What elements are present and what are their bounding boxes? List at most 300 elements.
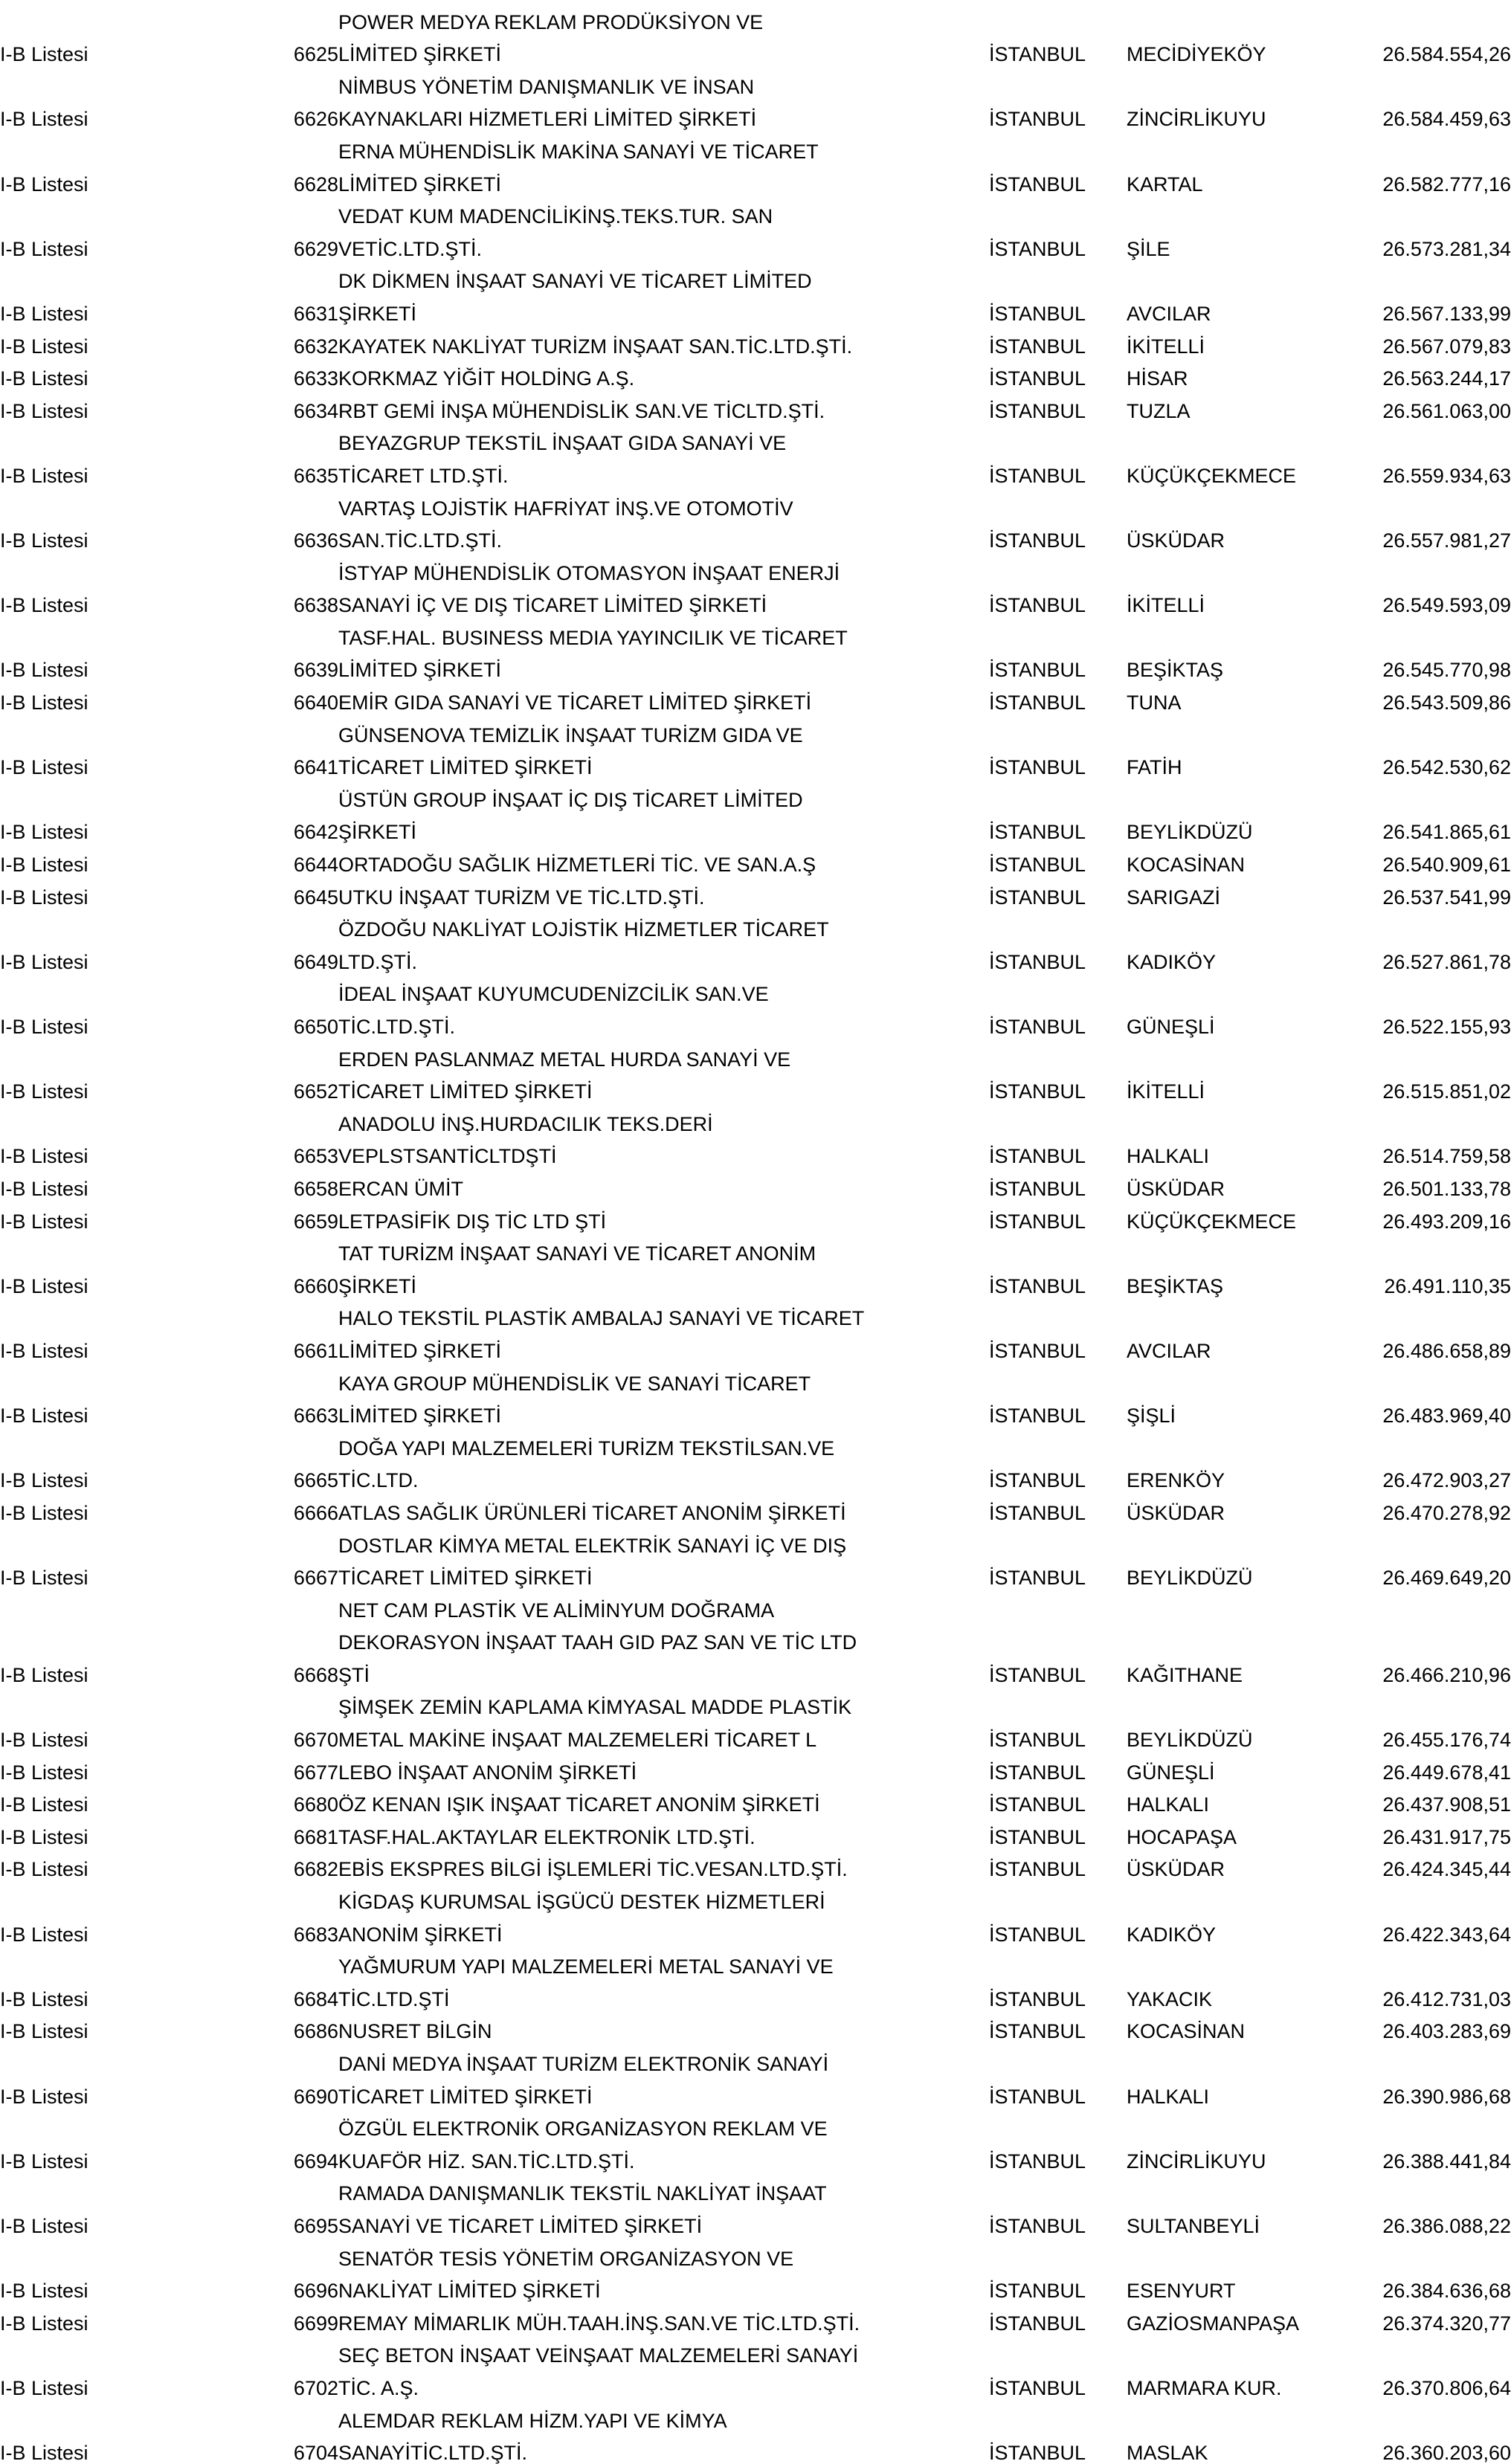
cell-office	[1127, 2236, 1372, 2269]
cell-no: 6704	[293, 2442, 338, 2464]
cell-list	[0, 1945, 260, 1978]
table-row	[0, 519, 1511, 552]
cell-name: NUSRET BİLGİN	[338, 2020, 492, 2043]
cell-no: 6677	[293, 1761, 338, 1784]
cell-amount	[1372, 1588, 1511, 1621]
cell-no: 6660	[293, 1274, 338, 1297]
cell-list	[0, 2399, 260, 2431]
cell-office: GÜNEŞLİ	[1127, 1761, 1215, 1784]
cell-amount: 26.501.133,78	[1382, 1177, 1511, 1200]
cell-name: ÖZ KENAN IŞIK İNŞAAT TİCARET ANONİM ŞİRKETİ	[338, 1793, 820, 1816]
table-row	[0, 1556, 1511, 1589]
cell-office	[1127, 551, 1372, 584]
cell-list	[0, 1686, 260, 1718]
cell-no: 6667	[293, 1567, 338, 1590]
cell-list	[0, 65, 260, 97]
cell-amount	[1372, 2334, 1511, 2367]
cell-name: LİMİTED ŞİRKETİ	[338, 1339, 502, 1362]
cell-amount: 26.424.345,44	[1382, 1858, 1511, 1881]
table-row	[0, 810, 1511, 843]
cell-name-wrap: ÜSTÜN GROUP İNŞAAT İÇ DIŞ TİCARET LİMİTED	[338, 788, 803, 811]
cell-no	[260, 778, 338, 810]
cell-name-wrap: ÖZGÜL ELEKTRONİK ORGANİZASYON REKLAM VE	[338, 2118, 828, 2141]
table-row	[0, 2139, 1511, 2172]
cell-name-wrap: İDEAL İNŞAAT KUYUMCUDENİZCİLİK SAN.VE	[338, 983, 769, 1006]
cell-list: I-B Listesi	[0, 1825, 88, 1848]
cell-amount: 26.545.770,98	[1382, 659, 1511, 682]
cell-no	[260, 616, 338, 648]
table-row	[0, 2301, 1511, 2334]
cell-name: LİMİTED ŞİRKETİ	[338, 43, 502, 66]
cell-city: İSTANBUL	[989, 172, 1086, 196]
cell-list: I-B Listesi	[0, 1145, 88, 1168]
cell-office	[1127, 0, 1372, 33]
table-row	[0, 1977, 1511, 2010]
cell-name: EBİS EKSPRES BİLGİ İŞLEMLERİ TİC.VESAN.LTD.ŞTİ.	[338, 1858, 848, 1881]
cell-office: KOCASİNAN	[1127, 854, 1246, 877]
cell-name: KAYNAKLARI HİZMETLERİ LİMİTED ŞİRKETİ	[338, 108, 757, 131]
cell-city	[989, 973, 1127, 1005]
cell-no: 6658	[293, 1177, 338, 1200]
table-row	[0, 162, 1511, 195]
cell-no: 6702	[293, 2376, 338, 2399]
cell-no: 6694	[293, 2149, 338, 2173]
cell-list: I-B Listesi	[0, 1339, 88, 1362]
cell-city: İSTANBUL	[989, 1858, 1086, 1881]
cell-city: İSTANBUL	[989, 1145, 1086, 1168]
cell-amount	[1372, 778, 1511, 810]
cell-office: ÜSKÜDAR	[1127, 529, 1225, 552]
cell-amount: 26.537.541,99	[1382, 886, 1511, 909]
cell-amount: 26.522.155,93	[1382, 1016, 1511, 1038]
cell-city: İSTANBUL	[989, 1729, 1086, 1752]
table-row-wrap	[0, 1102, 1511, 1135]
cell-city	[989, 778, 1127, 810]
cell-amount: 26.470.278,92	[1382, 1501, 1511, 1524]
cell-city: İSTANBUL	[989, 2376, 1086, 2399]
cell-office: MASLAK	[1127, 2442, 1208, 2464]
cell-name: UTKU İNŞAAT TURİZM VE TİC.LTD.ŞTİ.	[338, 886, 705, 909]
cell-amount	[1372, 2042, 1511, 2074]
cell-no: 6653	[293, 1145, 338, 1168]
cell-amount: 26.582.777,16	[1382, 172, 1511, 196]
cell-city: İSTANBUL	[989, 1761, 1086, 1784]
cell-amount	[1372, 1361, 1511, 1394]
cell-city: İSTANBUL	[989, 821, 1086, 844]
table-row-wrap	[0, 778, 1511, 810]
cell-office: HALKALI	[1127, 1793, 1210, 1816]
cell-name: KORKMAZ YİĞİT HOLDİNG A.Ş.	[338, 367, 635, 390]
cell-no: 6665	[293, 1469, 338, 1492]
table-row-wrap	[0, 486, 1511, 519]
cell-list: I-B Listesi	[0, 1469, 88, 1492]
cell-no	[260, 259, 338, 292]
cell-name: LİMİTED ŞİRKETİ	[338, 659, 502, 682]
cell-amount: 26.431.917,75	[1382, 1825, 1511, 1848]
cell-name-wrap: ŞİMŞEK ZEMİN KAPLAMA KİMYASAL MADDE PLASTİK	[338, 1696, 852, 1719]
cell-name: ATLAS SAĞLIK ÜRÜNLERİ TİCARET ANONİM ŞİRKETİ	[338, 1501, 846, 1524]
cell-office	[1127, 778, 1372, 810]
cell-office	[1127, 1880, 1372, 1912]
table-row	[0, 324, 1511, 357]
cell-amount	[1372, 1297, 1511, 1329]
table-row-wrap	[0, 1232, 1511, 1265]
table-row-wrap	[0, 2236, 1511, 2269]
cell-list	[0, 551, 260, 584]
cell-office	[1127, 1686, 1372, 1718]
table-row	[0, 454, 1511, 486]
cell-office: GAZİOSMANPAŞA	[1127, 2312, 1300, 2335]
cell-name: TİC.LTD.	[338, 1469, 419, 1492]
cell-office: ÜSKÜDAR	[1127, 1177, 1225, 1200]
cell-no: 6645	[293, 886, 338, 909]
cell-office	[1127, 1232, 1372, 1265]
cell-list	[0, 1102, 260, 1135]
cell-office: BEŞİKTAŞ	[1127, 1274, 1224, 1297]
table-row	[0, 1264, 1511, 1297]
cell-city	[989, 616, 1127, 648]
table-row-wrap	[0, 1945, 1511, 1978]
cell-office	[1127, 1297, 1372, 1329]
cell-amount	[1372, 1037, 1511, 1070]
cell-list	[0, 1621, 260, 1654]
cell-city: İSTANBUL	[989, 302, 1086, 325]
cell-amount	[1372, 2172, 1511, 2205]
cell-name-wrap: TASF.HAL. BUSINESS MEDIA YAYINCILIK VE TİCARET	[338, 626, 848, 649]
cell-city	[989, 908, 1127, 941]
cell-amount: 26.543.509,86	[1382, 691, 1511, 715]
cell-list	[0, 1037, 260, 1070]
cell-city	[989, 1880, 1127, 1912]
cell-name-wrap: BEYAZGRUP TEKSTİL İNŞAAT GIDA SANAYİ VE	[338, 432, 787, 455]
cell-city: İSTANBUL	[989, 1404, 1086, 1428]
cell-city: İSTANBUL	[989, 1274, 1086, 1297]
cell-name-wrap: RAMADA DANIŞMANLIK TEKSTİL NAKLİYAT İNŞAAT	[338, 2182, 827, 2205]
cell-amount	[1372, 908, 1511, 941]
cell-office: MECİDİYEKÖY	[1127, 43, 1266, 66]
cell-name: NAKLİYAT LİMİTED ŞİRKETİ	[338, 2280, 601, 2303]
cell-office: ÜSKÜDAR	[1127, 1501, 1225, 1524]
cell-amount: 26.370.806,64	[1382, 2376, 1511, 2399]
cell-name-wrap: ERNA MÜHENDİSLİK MAKİNA SANAYİ VE TİCARET	[338, 140, 819, 163]
table-row	[0, 2431, 1511, 2464]
table-row-wrap	[0, 1621, 1511, 1654]
cell-list	[0, 908, 260, 941]
cell-name-wrap: KİGDAŞ KURUMSAL İŞGÜCÜ DESTEK HİZMETLERİ	[338, 1891, 825, 1914]
table-row	[0, 1848, 1511, 1880]
cell-city: İSTANBUL	[989, 1469, 1086, 1492]
table-row	[0, 1718, 1511, 1750]
cell-city	[989, 2107, 1127, 2140]
cell-no	[260, 1361, 338, 1394]
table-row	[0, 1653, 1511, 1686]
cell-no	[260, 713, 338, 746]
cell-office: ESENYURT	[1127, 2280, 1236, 2303]
cell-city: İSTANBUL	[989, 756, 1086, 779]
cell-office: SULTANBEYLİ	[1127, 2214, 1260, 2237]
table-row-wrap	[0, 2172, 1511, 2205]
cell-office	[1127, 1102, 1372, 1135]
cell-list: I-B Listesi	[0, 464, 88, 487]
cell-no	[260, 908, 338, 941]
cell-list	[0, 422, 260, 454]
cell-list	[0, 1880, 260, 1912]
cell-no: 6644	[293, 854, 338, 877]
cell-amount: 26.567.079,83	[1382, 335, 1511, 358]
cell-city: İSTANBUL	[989, 529, 1086, 552]
cell-amount: 26.542.530,62	[1382, 756, 1511, 779]
cell-city: İSTANBUL	[989, 1501, 1086, 1524]
cell-office: İKİTELLİ	[1127, 1080, 1205, 1103]
cell-list	[0, 2172, 260, 2205]
cell-city: İSTANBUL	[989, 399, 1086, 422]
cell-list	[0, 616, 260, 648]
cell-office	[1127, 2334, 1372, 2367]
cell-office: KOCASİNAN	[1127, 2020, 1246, 2043]
cell-city	[989, 195, 1127, 228]
cell-city	[989, 2334, 1127, 2367]
cell-city	[989, 486, 1127, 519]
cell-list: I-B Listesi	[0, 2149, 88, 2173]
cell-office	[1127, 2107, 1372, 2140]
cell-amount: 26.412.731,03	[1382, 1987, 1511, 2010]
cell-amount: 26.557.981,27	[1382, 529, 1511, 552]
cell-list: I-B Listesi	[0, 950, 88, 973]
table-row	[0, 2204, 1511, 2236]
cell-no: 6628	[293, 172, 338, 196]
cell-no: 6690	[293, 2085, 338, 2108]
cell-name-wrap: KAYA GROUP MÜHENDİSLİK VE SANAYİ TİCARET	[338, 1372, 811, 1395]
cell-name: VEPLSTSANTİCLTDŞTİ	[338, 1145, 557, 1168]
cell-list	[0, 259, 260, 292]
cell-no: 6650	[293, 1016, 338, 1038]
cell-city: İSTANBUL	[989, 2442, 1086, 2464]
cell-city	[989, 713, 1127, 746]
cell-city: İSTANBUL	[989, 691, 1086, 715]
cell-name-wrap: ANADOLU İNŞ.HURDACILIK TEKS.DERİ	[338, 1112, 713, 1135]
cell-amount: 26.403.283,69	[1382, 2020, 1511, 2043]
cell-name-wrap: HALO TEKSTİL PLASTİK AMBALAJ SANAYİ VE TİCARET	[338, 1307, 865, 1330]
cell-list: I-B Listesi	[0, 2214, 88, 2237]
table-row	[0, 357, 1511, 390]
cell-list: I-B Listesi	[0, 529, 88, 552]
cell-name: TİCARET LTD.ŞTİ.	[338, 464, 509, 487]
table-row-wrap	[0, 129, 1511, 162]
cell-city	[989, 1621, 1127, 1654]
cell-city: İSTANBUL	[989, 1177, 1086, 1200]
cell-list: I-B Listesi	[0, 2020, 88, 2043]
table-row	[0, 1004, 1511, 1037]
cell-city: İSTANBUL	[989, 2020, 1086, 2043]
cell-name: SANAYİ İÇ VE DIŞ TİCARET LİMİTED ŞİRKETİ	[338, 594, 767, 617]
cell-no: 6696	[293, 2280, 338, 2303]
cell-amount: 26.561.063,00	[1382, 399, 1511, 422]
cell-office: HALKALI	[1127, 1145, 1210, 1168]
cell-amount	[1372, 1621, 1511, 1654]
cell-city: İSTANBUL	[989, 659, 1086, 682]
cell-list: I-B Listesi	[0, 659, 88, 682]
cell-amount: 26.486.658,89	[1382, 1339, 1511, 1362]
table-row-wrap	[0, 1686, 1511, 1718]
cell-list: I-B Listesi	[0, 2280, 88, 2303]
cell-office: GÜNEŞLİ	[1127, 1016, 1215, 1038]
cell-name: TASF.HAL.AKTAYLAR ELEKTRONİK LTD.ŞTİ.	[338, 1825, 756, 1848]
cell-amount	[1372, 1232, 1511, 1265]
cell-list: I-B Listesi	[0, 108, 88, 131]
cell-office	[1127, 1426, 1372, 1459]
table-row-wrap	[0, 1880, 1511, 1912]
cell-amount: 26.540.909,61	[1382, 854, 1511, 877]
cell-list: I-B Listesi	[0, 1793, 88, 1816]
cell-name-wrap: VARTAŞ LOJİSTİK HAFRİYAT İNŞ.VE OTOMOTİV	[338, 497, 793, 520]
cell-no: 6639	[293, 659, 338, 682]
cell-amount: 26.374.320,77	[1382, 2312, 1511, 2335]
cell-city: İSTANBUL	[989, 1987, 1086, 2010]
cell-city: İSTANBUL	[989, 43, 1086, 66]
cell-no	[260, 2236, 338, 2269]
cell-list	[0, 1588, 260, 1621]
cell-no: 6649	[293, 950, 338, 973]
table-row	[0, 1491, 1511, 1523]
cell-office	[1127, 1621, 1372, 1654]
table-row-wrap	[0, 2399, 1511, 2431]
cell-office: KADIKÖY	[1127, 950, 1217, 973]
table-row	[0, 389, 1511, 422]
cell-city	[989, 422, 1127, 454]
cell-amount: 26.472.903,27	[1382, 1469, 1511, 1492]
table-row	[0, 1070, 1511, 1103]
cell-name-wrap: DOĞA YAPI MALZEMELERİ TURİZM TEKSTİLSAN.VE	[338, 1436, 835, 1460]
cell-list	[0, 129, 260, 162]
cell-list: I-B Listesi	[0, 302, 88, 325]
cell-name-wrap: ÖZDOĞU NAKLİYAT LOJİSTİK HİZMETLER TİCARET	[338, 918, 829, 941]
cell-office	[1127, 259, 1372, 292]
table-row	[0, 1394, 1511, 1427]
cell-no: 6642	[293, 821, 338, 844]
cell-list: I-B Listesi	[0, 2442, 88, 2464]
cell-office: HALKALI	[1127, 2085, 1210, 2108]
cell-city	[989, 1945, 1127, 1978]
cell-office: İKİTELLİ	[1127, 335, 1205, 358]
cell-no	[260, 1945, 338, 1978]
cell-list: I-B Listesi	[0, 1404, 88, 1428]
cell-office	[1127, 2399, 1372, 2431]
cell-amount	[1372, 1880, 1511, 1912]
cell-amount	[1372, 1945, 1511, 1978]
table-row	[0, 1459, 1511, 1491]
table-row	[0, 648, 1511, 681]
table-row	[0, 97, 1511, 130]
cell-no	[260, 1426, 338, 1459]
cell-name-wrap: VEDAT KUM MADENCİLİKİNŞ.TEKS.TUR. SAN	[338, 205, 773, 228]
cell-list	[0, 713, 260, 746]
cell-amount: 26.422.343,64	[1382, 1923, 1511, 1946]
cell-name-wrap: NİMBUS YÖNETİM DANIŞMANLIK VE İNSAN	[338, 75, 755, 98]
cell-name: SAN.TİC.LTD.ŞTİ.	[338, 529, 503, 552]
cell-list: I-B Listesi	[0, 1177, 88, 1200]
cell-office: BEYLİKDÜZÜ	[1127, 1729, 1253, 1752]
cell-list: I-B Listesi	[0, 399, 88, 422]
cell-office: TUZLA	[1127, 399, 1191, 422]
cell-name: KUAFÖR HİZ. SAN.TİC.LTD.ŞTİ.	[338, 2149, 635, 2173]
cell-name: ŞİRKETİ	[338, 302, 417, 325]
cell-no	[260, 551, 338, 584]
cell-no: 6636	[293, 529, 338, 552]
cell-name-wrap: SEÇ BETON İNŞAAT VEİNŞAAT MALZEMELERİ SANAYİ	[338, 2344, 859, 2367]
cell-list	[0, 1297, 260, 1329]
cell-amount: 26.437.908,51	[1382, 1793, 1511, 1816]
cell-no	[260, 422, 338, 454]
cell-city	[989, 1232, 1127, 1265]
cell-city	[989, 259, 1127, 292]
cell-city: İSTANBUL	[989, 2214, 1086, 2237]
cell-name-wrap: DK DİKMEN İNŞAAT SANAYİ VE TİCARET LİMİTED	[338, 270, 812, 293]
cell-office: ZİNCİRLİKUYU	[1127, 2149, 1266, 2173]
cell-list: I-B Listesi	[0, 1923, 88, 1946]
cell-list: I-B Listesi	[0, 821, 88, 844]
cell-city: İSTANBUL	[989, 464, 1086, 487]
table-row	[0, 875, 1511, 908]
cell-amount: 26.388.441,84	[1382, 2149, 1511, 2173]
table-row-wrap	[0, 2334, 1511, 2367]
cell-list: I-B Listesi	[0, 1274, 88, 1297]
cell-amount	[1372, 2107, 1511, 2140]
cell-name: LİMİTED ŞİRKETİ	[338, 1404, 502, 1428]
cell-list: I-B Listesi	[0, 367, 88, 390]
cell-city: İSTANBUL	[989, 594, 1086, 617]
cell-no	[260, 2399, 338, 2431]
cell-list	[0, 1361, 260, 1394]
cell-city: İSTANBUL	[989, 854, 1086, 877]
cell-no: 6681	[293, 1825, 338, 1848]
cell-city: İSTANBUL	[989, 1080, 1086, 1103]
cell-amount	[1372, 616, 1511, 648]
table-row-wrap	[0, 2042, 1511, 2074]
cell-no	[260, 2042, 338, 2074]
cell-list: I-B Listesi	[0, 2376, 88, 2399]
cell-no: 6640	[293, 691, 338, 715]
cell-amount	[1372, 1426, 1511, 1459]
cell-list: I-B Listesi	[0, 2312, 88, 2335]
cell-no: 6629	[293, 237, 338, 260]
table-row	[0, 1750, 1511, 1783]
cell-amount: 26.541.865,61	[1382, 821, 1511, 844]
cell-name: SANAYİ VE TİCARET LİMİTED ŞİRKETİ	[338, 2214, 703, 2237]
cell-office: KÜÇÜKÇEKMECE	[1127, 464, 1297, 487]
cell-city: İSTANBUL	[989, 108, 1086, 131]
cell-office: BEYLİKDÜZÜ	[1127, 821, 1253, 844]
cell-name: TİC. A.Ş.	[338, 2376, 419, 2399]
cell-city	[989, 1297, 1127, 1329]
cell-office: AVCILAR	[1127, 1339, 1211, 1362]
cell-city	[989, 551, 1127, 584]
cell-office	[1127, 973, 1372, 1005]
cell-amount: 26.567.133,99	[1382, 302, 1511, 325]
cell-list: I-B Listesi	[0, 1761, 88, 1784]
cell-city: İSTANBUL	[989, 1016, 1086, 1038]
cell-city: İSTANBUL	[989, 1793, 1086, 1816]
cell-amount: 26.491.110,35	[1384, 1274, 1511, 1297]
table-row-wrap	[0, 1361, 1511, 1394]
cell-city	[989, 1686, 1127, 1718]
cell-no	[260, 1523, 338, 1556]
cell-name-wrap: TAT TURİZM İNŞAAT SANAYİ VE TİCARET ANONİM	[338, 1242, 816, 1265]
table-row-wrap	[0, 65, 1511, 97]
cell-amount	[1372, 422, 1511, 454]
cell-office: ZİNCİRLİKUYU	[1127, 108, 1266, 131]
cell-amount	[1372, 1102, 1511, 1135]
cell-no	[260, 486, 338, 519]
